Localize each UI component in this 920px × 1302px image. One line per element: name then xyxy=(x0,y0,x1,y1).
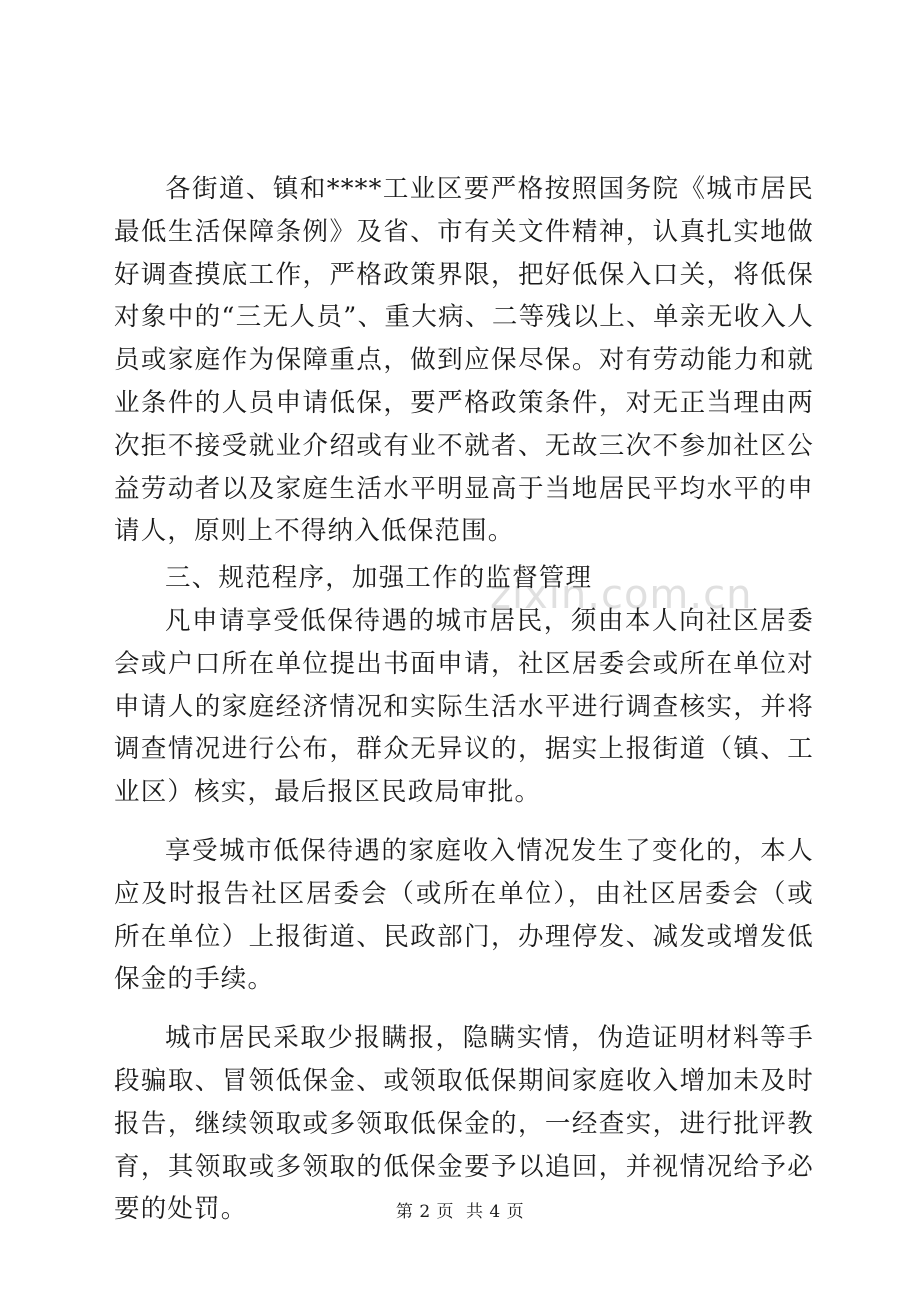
paragraph-eligibility: 各街道、镇和****工业区要严格按照国务院《城市居民最低生活保障条例》及省、市有关文件精神，认真扎实地做好调查摸底工作，严格政策界限，把好低保入口关，将低保对象中的“三无人员”、重大病、二等残以上、单亲无收入人员或家庭作为保障重点，做到应保尽保。对有劳动能力和就业条件的人员申请低保，要严格政策条件，对无正当理由两次拒不接受就业介绍或有业不就者、无故三次不参加社区公益劳动者以及家庭生活水平明显高于当地居民平均水平的申请人，原则上不得纳入低保范围。 xyxy=(114,174,814,547)
paragraph-application-procedure: 凡申请享受低保待遇的城市居民，须由本人向社区居委会或户口所在单位提出书面申请，社区居委会或所在单位对申请人的家庭经济情况和实际生活水平进行调查核实，并将调查情况进行公布，群众无异议的，据实上报街道（镇、工业区）核实，最后报区民政局审批。 xyxy=(114,605,814,808)
section-heading: 三、规范程序，加强工作的监督管理 xyxy=(165,563,593,594)
paragraph-penalties: 城市居民采取少报瞒报，隐瞒实情，伪造证明材料等手段骗取、冒领低保金、或领取低保期间家庭收入增加未及时报告，继续领取或多领取低保金的，一经查实，进行批评教育，其领取或多领取的低保金要予以追回，并视情况给予必要的处罚。 xyxy=(114,1023,814,1225)
document-body xyxy=(114,168,814,1231)
paragraph-income-change: 享受城市低保待遇的家庭收入情况发生了变化的，本人应及时报告社区居委会（或所在单位），由社区居委会（或所在单位）上报街道、民政部门，办理停发、减发或增发低保金的手续。 xyxy=(114,835,814,995)
page-footer xyxy=(0,1197,920,1222)
page-number: 第 2 页 xyxy=(395,1202,455,1222)
page-total: 共 4 页 xyxy=(465,1202,525,1222)
watermark: zixin.com.cn xyxy=(490,572,753,618)
